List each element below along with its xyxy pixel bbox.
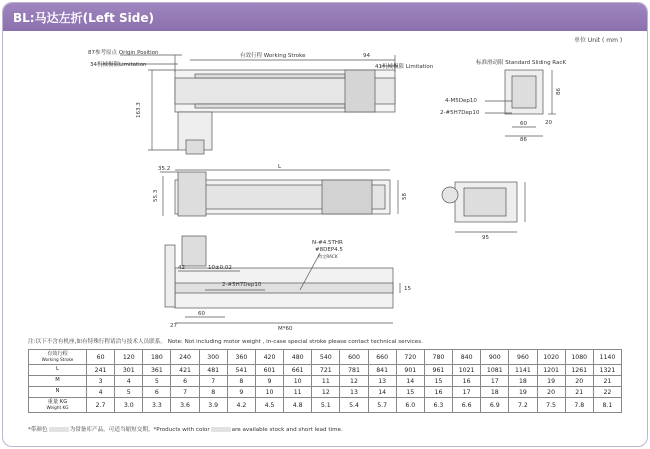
table-cell: 18 bbox=[509, 376, 537, 387]
table-cell: 19 bbox=[537, 376, 565, 387]
unit-label: 单位 Unit ( mm ) bbox=[574, 37, 623, 44]
table-cell: 361 bbox=[143, 365, 171, 376]
table-cell: 481 bbox=[199, 365, 227, 376]
table-cell: 540 bbox=[312, 350, 340, 365]
table-cell: 1021 bbox=[453, 365, 481, 376]
table-cell: 11 bbox=[312, 376, 340, 387]
origin-position-label: 87参考原点 Origin Position bbox=[88, 50, 159, 56]
table-cell: 840 bbox=[453, 350, 481, 365]
bottom-dim-27: 27 bbox=[170, 323, 177, 329]
table-cell: 13 bbox=[340, 387, 368, 398]
side-dim-L: L bbox=[278, 164, 282, 170]
table-cell: 421 bbox=[171, 365, 199, 376]
table-cell: 7 bbox=[171, 387, 199, 398]
table-cell: 5 bbox=[143, 376, 171, 387]
bottom-dim-M: M*60 bbox=[278, 326, 293, 332]
table-cell: 5.1 bbox=[312, 398, 340, 413]
bottom-dim-15: 15 bbox=[404, 286, 411, 292]
rack-dim-86: 86 bbox=[520, 137, 527, 143]
table-cell: 9 bbox=[255, 376, 283, 387]
table-cell: 6.9 bbox=[481, 398, 509, 413]
row-label-cn: 有效行程 bbox=[47, 350, 68, 357]
footnote-part1: *带颜色 bbox=[28, 427, 48, 433]
table-cell: 480 bbox=[284, 350, 312, 365]
row-label-en: Working Stroke bbox=[41, 357, 74, 362]
sliding-rack-title: 标准滑动限 Standard Sliding RacK bbox=[476, 60, 567, 66]
table-cell: 14 bbox=[396, 376, 424, 387]
side-dim-58: 58 bbox=[402, 193, 408, 200]
table-cell: 20 bbox=[565, 376, 593, 387]
side-dim-35: 35.2 bbox=[158, 166, 171, 172]
table-cell: 6.3 bbox=[424, 398, 452, 413]
table-cell: 17 bbox=[453, 387, 481, 398]
bottom-hole-n: N-#4.5THR bbox=[312, 240, 343, 246]
table-cell: 301 bbox=[115, 365, 143, 376]
table-cell: 3.0 bbox=[115, 398, 143, 413]
table-cell: 900 bbox=[481, 350, 509, 365]
table-row bbox=[29, 350, 622, 365]
table-row bbox=[29, 387, 622, 398]
table-cell: 2.7 bbox=[87, 398, 115, 413]
table-cell: 241 bbox=[87, 365, 115, 376]
table-cell: 13 bbox=[368, 376, 396, 387]
section-title: BL:马达左折(Left Side) bbox=[13, 11, 154, 25]
right-limitation-label: 41机械极限 Limitation bbox=[375, 64, 434, 70]
table-cell: 1140 bbox=[593, 350, 621, 365]
table-cell: 7.5 bbox=[537, 398, 565, 413]
table-cell: 11 bbox=[284, 387, 312, 398]
table-cell: 22 bbox=[593, 387, 621, 398]
table-cell: 1321 bbox=[593, 365, 621, 376]
row-label bbox=[29, 365, 87, 376]
table-cell: 8 bbox=[227, 376, 255, 387]
table-cell: 240 bbox=[171, 350, 199, 365]
row-label bbox=[29, 398, 87, 413]
table-cell: 15 bbox=[396, 387, 424, 398]
end-view-drawing bbox=[442, 182, 525, 232]
row-label bbox=[29, 376, 87, 387]
table-cell: 17 bbox=[481, 376, 509, 387]
table-cell: 901 bbox=[396, 365, 424, 376]
table-cell: 1080 bbox=[565, 350, 593, 365]
stock-color-swatch-2 bbox=[211, 427, 231, 432]
table-cell: 6.0 bbox=[396, 398, 424, 413]
table-cell: 720 bbox=[396, 350, 424, 365]
table-cell: 3.6 bbox=[171, 398, 199, 413]
table-row bbox=[29, 376, 622, 387]
table-cell: 3.3 bbox=[143, 398, 171, 413]
table-row bbox=[29, 365, 622, 376]
table-cell: 12 bbox=[312, 387, 340, 398]
stock-color-swatch bbox=[49, 427, 69, 432]
table-cell: 4 bbox=[87, 387, 115, 398]
table-cell: 18 bbox=[481, 387, 509, 398]
table-cell: 961 bbox=[424, 365, 452, 376]
table-cell: 3 bbox=[87, 376, 115, 387]
table-cell: 4.8 bbox=[284, 398, 312, 413]
table-cell: 20 bbox=[537, 387, 565, 398]
table-cell: 1261 bbox=[565, 365, 593, 376]
table-cell: 9 bbox=[227, 387, 255, 398]
table-cell: 21 bbox=[565, 387, 593, 398]
table-cell: 781 bbox=[340, 365, 368, 376]
table-cell: 10 bbox=[284, 376, 312, 387]
table-cell: 8 bbox=[199, 387, 227, 398]
row-label bbox=[29, 387, 87, 398]
table-cell: 420 bbox=[255, 350, 283, 365]
rack-hole-m5: 4-M5Dep10 bbox=[445, 98, 477, 104]
row-label-cn: L bbox=[56, 366, 59, 373]
row-label-cn: 重量 KG bbox=[47, 398, 68, 405]
row-label bbox=[29, 350, 87, 365]
rack-dim-20: 20 bbox=[545, 120, 552, 126]
table-cell: 4.2 bbox=[227, 398, 255, 413]
table-cell: 7.8 bbox=[565, 398, 593, 413]
table-cell: 1201 bbox=[537, 365, 565, 376]
bottom-hole-2: 2-#5H7Dep10 bbox=[222, 282, 262, 288]
table-cell: 16 bbox=[424, 387, 452, 398]
table-cell: 300 bbox=[199, 350, 227, 365]
dim-94: 94 bbox=[363, 53, 370, 59]
table-cell: 1020 bbox=[537, 350, 565, 365]
bottom-rack-note: 特定RACK bbox=[318, 254, 338, 259]
left-limitation-label: 34机械极限Limitation bbox=[90, 62, 147, 68]
side-dim-55: 55.3 bbox=[153, 189, 159, 202]
table-cell: 6 bbox=[143, 387, 171, 398]
table-cell: 15 bbox=[424, 376, 452, 387]
table-cell: 780 bbox=[424, 350, 452, 365]
table-cell: 21 bbox=[593, 376, 621, 387]
table-cell: 7.2 bbox=[509, 398, 537, 413]
side-view-drawing bbox=[160, 170, 398, 216]
table-cell: 541 bbox=[227, 365, 255, 376]
rack-dim-86-vertical: 86 bbox=[556, 88, 562, 95]
bottom-hole-n2: #8DEP4.5 bbox=[315, 247, 343, 253]
table-cell: 4.5 bbox=[255, 398, 283, 413]
table-cell: 12 bbox=[340, 376, 368, 387]
row-label-cn: N bbox=[55, 388, 60, 395]
bottom-view-drawing bbox=[165, 236, 400, 323]
table-cell: 841 bbox=[368, 365, 396, 376]
table-cell: 360 bbox=[227, 350, 255, 365]
table-cell: 19 bbox=[509, 387, 537, 398]
table-cell: 7 bbox=[199, 376, 227, 387]
table-cell: 1081 bbox=[481, 365, 509, 376]
table-cell: 6.6 bbox=[453, 398, 481, 413]
table-cell: 5 bbox=[115, 387, 143, 398]
bottom-dim-60: 60 bbox=[198, 311, 205, 317]
table-cell: 8.1 bbox=[593, 398, 621, 413]
table-cell: 1141 bbox=[509, 365, 537, 376]
table-cell: 721 bbox=[312, 365, 340, 376]
table-cell: 5.4 bbox=[340, 398, 368, 413]
table-cell: 960 bbox=[509, 350, 537, 365]
table-cell: 660 bbox=[368, 350, 396, 365]
end-dim-95: 95 bbox=[482, 235, 489, 241]
table-cell: 60 bbox=[87, 350, 115, 365]
table-cell: 10 bbox=[255, 387, 283, 398]
table-row bbox=[29, 398, 622, 413]
bottom-dim-10: 10±0.02 bbox=[208, 265, 232, 271]
table-cell: 16 bbox=[453, 376, 481, 387]
bottom-dim-42: 42 bbox=[178, 265, 185, 271]
top-view-drawing bbox=[100, 55, 398, 154]
rack-hole-h7: 2-#5H7Dep10 bbox=[440, 110, 480, 116]
spec-note: 注:以下不含有机座,如有特殊行程请洽与技术人员联系。 Note: Not including motor weight , in-case special stroke please contact technical services. bbox=[28, 339, 423, 345]
table-cell: 4 bbox=[115, 376, 143, 387]
table-cell: 180 bbox=[143, 350, 171, 365]
table-cell: 120 bbox=[115, 350, 143, 365]
table-cell: 14 bbox=[368, 387, 396, 398]
table-cell: 600 bbox=[340, 350, 368, 365]
dim-163: 163.3 bbox=[136, 102, 142, 118]
table-cell: 601 bbox=[255, 365, 283, 376]
stock-footnote bbox=[28, 425, 343, 433]
table-cell: 6 bbox=[171, 376, 199, 387]
rack-dim-60: 60 bbox=[520, 121, 527, 127]
footnote-part3: are available stock and short lead time. bbox=[231, 427, 343, 433]
footnote-part2: 为常备库产品，可适当缩短交期。*Products with color bbox=[69, 427, 210, 433]
row-label-cn: M bbox=[55, 377, 60, 384]
table-cell: 5.7 bbox=[368, 398, 396, 413]
table-cell: 3.9 bbox=[199, 398, 227, 413]
table-cell: 661 bbox=[284, 365, 312, 376]
spec-table bbox=[28, 349, 622, 413]
row-label-en: Weight KG bbox=[46, 405, 69, 410]
working-stroke-label: 有效行程 Working Stroke bbox=[240, 53, 306, 59]
